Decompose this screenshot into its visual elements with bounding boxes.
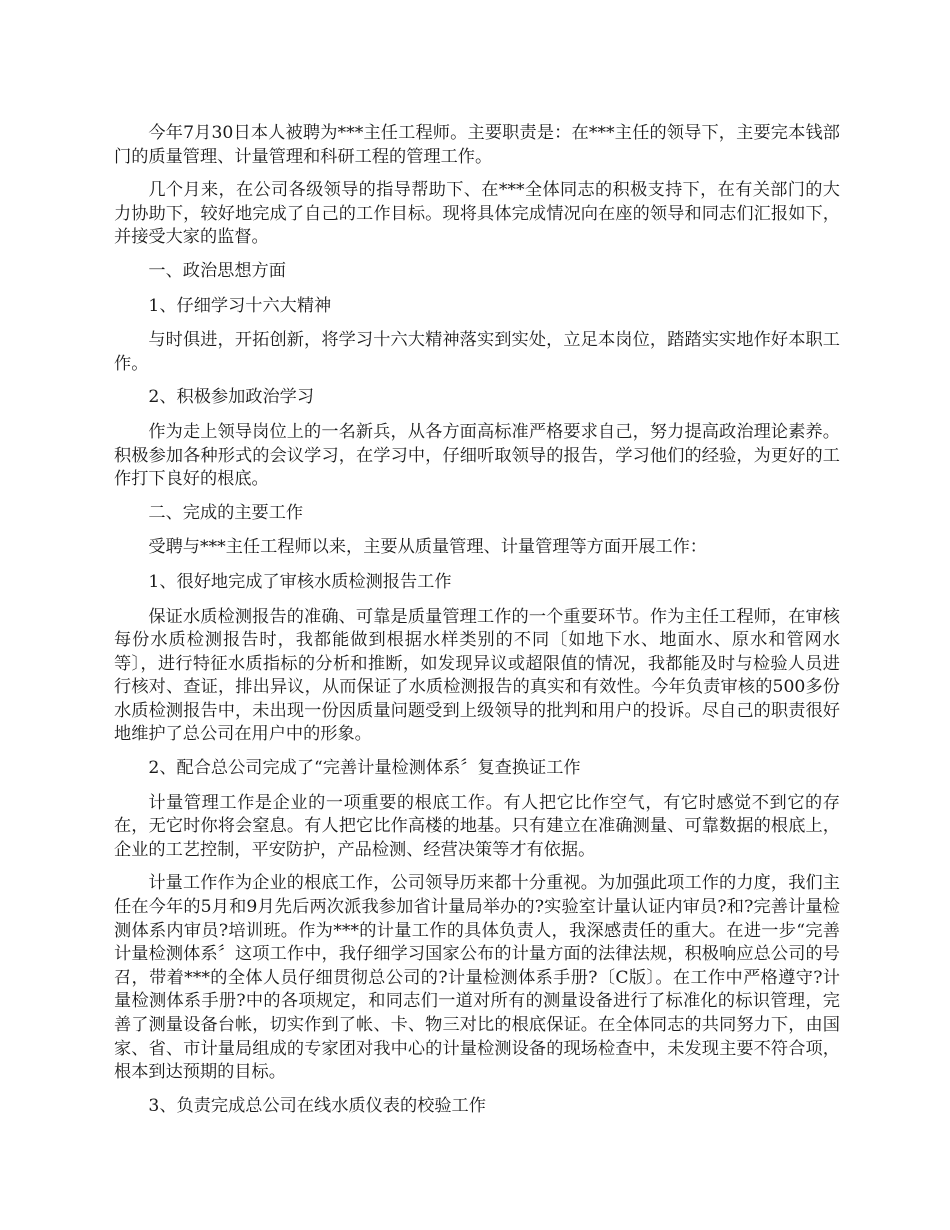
document-body — [114, 122, 840, 1129]
study-paragraph: 与时俱进，开拓创新，将学习十六大精神落实到实处，立足本岗位，踏踏实实地作好本职工作。 — [114, 330, 840, 374]
subheading-study: 1、仔细学习十六大精神 — [148, 295, 332, 316]
subheading-political-learning: 2、积极参加政治学习 — [148, 387, 315, 408]
subheading-metrology-system: 2、配合总公司完成了“完善计量检测体系〞复查换证工作 — [148, 758, 581, 779]
section-heading-main-work: 二、完成的主要工作 — [148, 502, 304, 523]
summary-paragraph: 几个月来，在公司各级领导的指导帮助下、在***全体同志的积极支持下，在有关部门的大力协助下，较好地完成了自己的工作目标。现将具体完成情况向在座的领导和同志们汇报如下，并接受大家的监督。 — [114, 180, 840, 248]
section-heading-politics: 一、政治思想方面 — [148, 260, 286, 281]
metrology-work-paragraph: 计量工作作为企业的根底工作，公司领导历来都十分重视。为加强此项工作的力度，我们主任在今年的5月和9月先后两次派我参加省计量局举办的?实验室计量认证内审员?和?完善计量检测体系内审员?培训班。作为***的计量工作的具体负责人，我深感责任的重大。在进一步“完善计量检测体系〞这项工作中，我仔细学习国家公布的计量方面的法律法规，积极响应总公司的号召，带着***的全体人员仔细贯彻总公司的?计量检测体系手册?〔C版〕。在工作中严格遵守?计量检测体系手册?中的各项规定，和同志们一道对所有的测量设备进行了标准化的标识管理，完善了测量设备台帐，切实作到了帐、卡、物三对比的根底保证。在全体同志的共同努力下，由国家、省、市计量局组成的专家团对我中心的计量检测设备的现场检查中，未发现主要不符合项，根本到达预期的目标。 — [114, 873, 840, 1083]
subheading-instrument-calibration: 3、负责完成总公司在线水质仪表的校验工作 — [148, 1095, 486, 1116]
political-learning-paragraph: 作为走上领导岗位上的一名新兵，从各方面高标准严格要求自己，努力提高政治理论素养。积极参加各种形式的会议学习，在学习中，仔细听取领导的报告，学习他们的经验，为更好的工作打下良好的根底。 — [114, 421, 840, 490]
report-review-paragraph: 保证水质检测报告的准确、可靠是质量管理工作的一个重要环节。作为主任工程师，在审核每份水质检测报告时，我都能做到根据水样类别的不同〔如地下水、地面水、原水和管网水等〕，进行特征水质指标的分析和推断，如发现异议或超限值的情况，我都能及时与检验人员进行核对、查证，排出异议，从而保证了水质检测报告的真实和有效性。今年负责审核的500多份水质检测报告中，未出现一份因质量问题受到上级领导的批判和用户的投诉。尽自己的职责很好地维护了总公司在用户中的形象。 — [114, 606, 840, 745]
subheading-report-review: 1、很好地完成了审核水质检测报告工作 — [148, 571, 452, 592]
intro-paragraph: 今年7月30日本人被聘为***主任工程师。主要职责是：在***主任的领导下，主要完本钱部门的质量管理、计量管理和科研工程的管理工作。 — [114, 123, 840, 167]
main-work-intro-paragraph: 受聘与***主任工程师以来，主要从质量管理、计量管理等方面开展工作： — [148, 537, 707, 558]
metrology-importance-paragraph: 计量管理工作是企业的一项重要的根底工作。有人把它比作空气，有它时感觉不到它的存在，无它时你将会窒息。有人把它比作高楼的地基。只有建立在准确测量、可靠数据的根底上，企业的工艺控制，平安防护，产品检测、经营决策等才有依据。 — [114, 792, 840, 860]
